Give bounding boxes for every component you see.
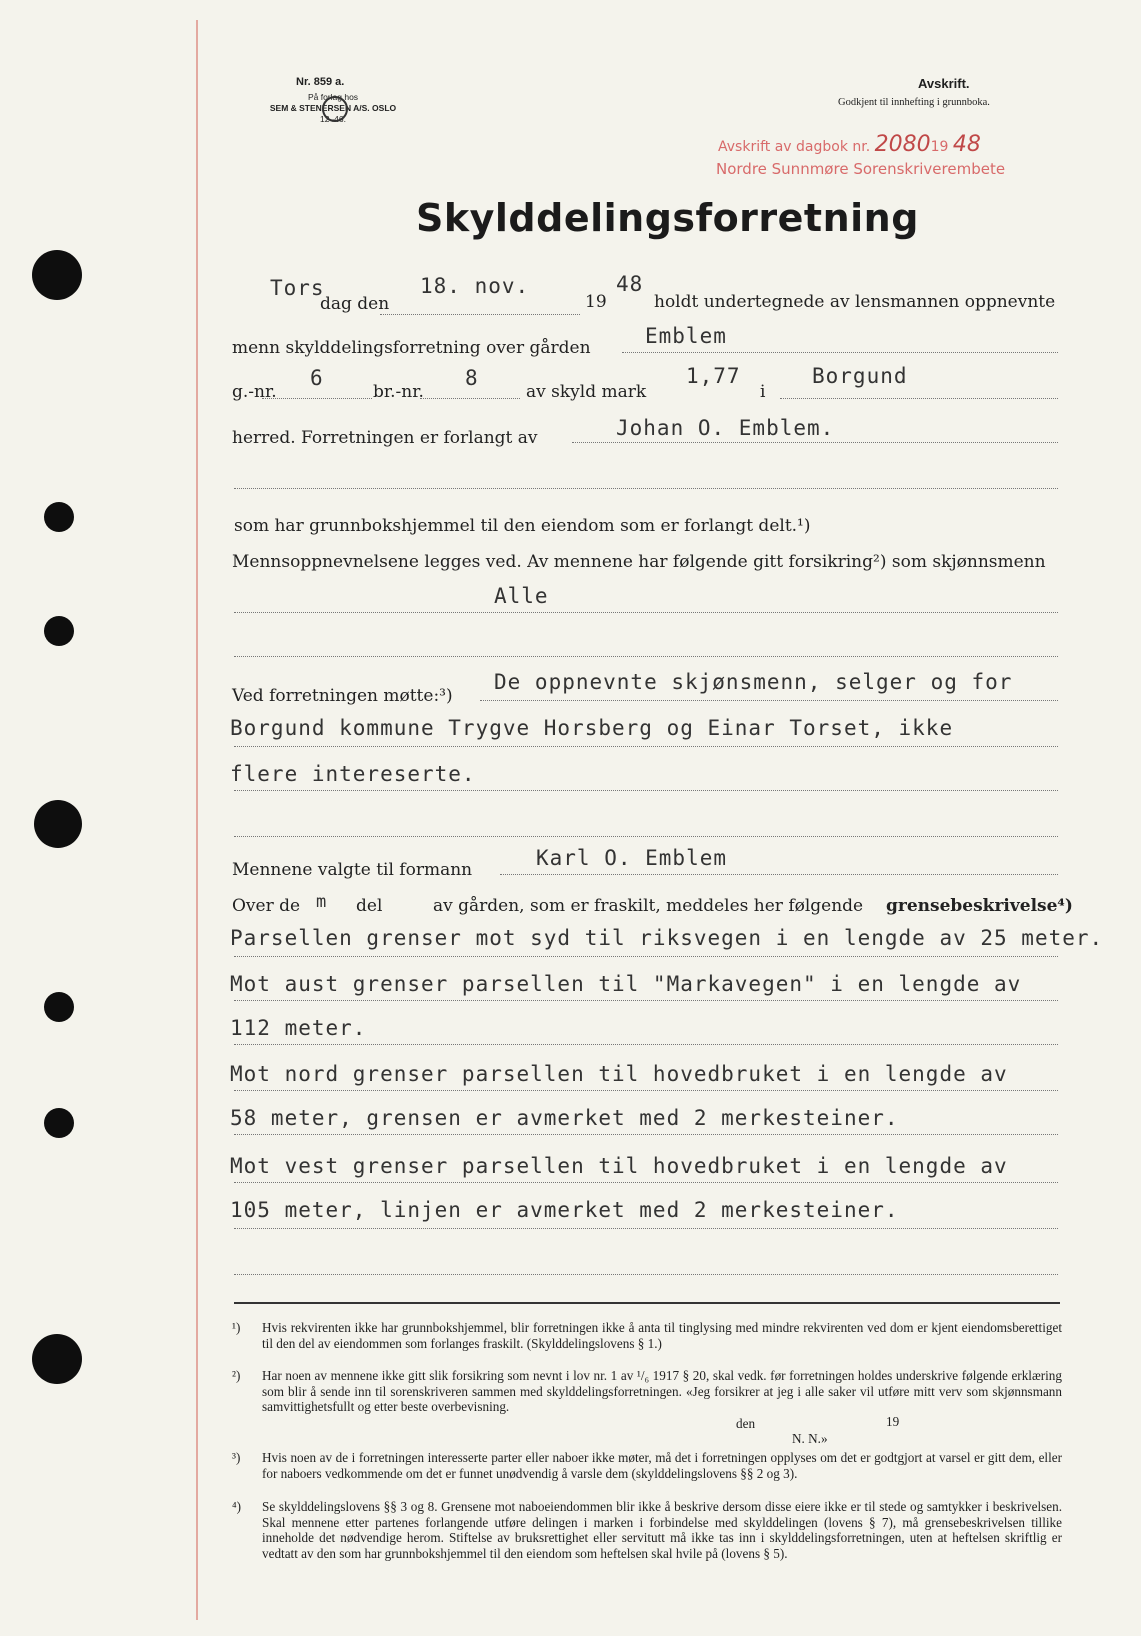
footnote-text: Har noen av mennene ikke gitt slik forsikring som nevnt i lov nr. 1 av ¹/₆ 1917 § 20, skal vedk. før forretningen holdes underskrive følgende erklæring som blir å sende inn til sorenskriveren sammen med skylddelingsforretningen. «Jeg forsikrer at jeg i alle saker vil utføre mitt verv som skjønnsmann samvittighetsfullt og etter beste overbevisning. bbox=[262, 1368, 1062, 1415]
footnote-separator bbox=[234, 1302, 1060, 1304]
boundary-line: Mot vest grenser parsellen til hovedbruket i en lengde av bbox=[230, 1154, 1008, 1178]
skyld-value: 1,77 bbox=[686, 364, 741, 388]
farm-value: Emblem bbox=[645, 324, 727, 348]
stamp-year: 48 bbox=[952, 132, 981, 157]
binder-hole bbox=[44, 502, 74, 532]
footnote-nn: N. N.» bbox=[792, 1431, 828, 1446]
publisher-logo-icon bbox=[322, 96, 348, 122]
boundary-line: 112 meter. bbox=[230, 1016, 367, 1040]
date-value: 18. nov. bbox=[420, 274, 530, 298]
footnote-number: ¹) bbox=[232, 1320, 241, 1335]
footnote-text: Se skylddelingslovens §§ 3 og 8. Grensene mot naboeiendommen blir ikke å beskrive dersom disse eiere ikke er til stede og samtykker i beskrivelsen. Skal mennene etter partenes forlangende utføre delingen i marken i forbindelse med skylddelingen (lovens § 7), må grensebeskrivelsen tillike inneholde det nødvendige herom. Stiftelse av bruksrettighet eller servitutt må ikke tas inn i skylddelingsforretningen, uten at heftelsen skriftlig er vedtatt av den som har grunnbokshjemmel til den eiendom som heftelsen skal hvile på (lovens § 5). bbox=[262, 1499, 1062, 1562]
footnote bbox=[232, 1499, 1062, 1562]
i-label: i bbox=[760, 382, 766, 402]
binder-hole bbox=[44, 1108, 74, 1138]
boundary-line: 58 meter, grensen er avmerket med 2 merkesteiner. bbox=[230, 1106, 899, 1130]
form-number: Nr. 859 a. bbox=[296, 76, 345, 88]
binder-hole bbox=[34, 800, 82, 848]
brnr-label: br.-nr. bbox=[373, 382, 424, 402]
footnote-number: ³) bbox=[232, 1450, 241, 1465]
page-title: Skylddelingsforretning bbox=[416, 196, 919, 240]
grense-label: grensebeskrivelse⁴) bbox=[886, 896, 1073, 916]
binder-hole bbox=[32, 1334, 82, 1384]
gnr-label: g.-nr. bbox=[232, 382, 277, 402]
publisher-line: På forlag hos bbox=[307, 92, 359, 102]
attendees-line: Borgund kommune Trygve Horsberg og Einar Torset, ikke bbox=[230, 716, 954, 740]
dag-den-label: dag den bbox=[320, 294, 390, 314]
mennsopp-text: Mennsoppnevnelsene legges ved. Av mennene har følgende gitt forsikring²) som skjønnsmenn bbox=[232, 552, 1046, 572]
footnote-number: ²) bbox=[232, 1368, 241, 1383]
skyld-label: av skyld mark bbox=[526, 382, 647, 402]
footnote-den: den bbox=[736, 1416, 756, 1431]
holdt-text: holdt undertegnede av lensmannen oppnevnte bbox=[654, 292, 1056, 312]
publisher-line: 12–46. bbox=[320, 114, 346, 124]
margin-rule bbox=[196, 20, 198, 1620]
herred-name: Borgund bbox=[812, 364, 908, 388]
footnote bbox=[232, 1450, 1062, 1481]
gaarden-text: av gården, som er fraskilt, meddeles her følgende bbox=[433, 896, 864, 916]
stamp-line-1 bbox=[718, 132, 981, 157]
footnote-text: Hvis noen av de i forretningen interesserte parter eller naboer ikke møter, må det i forretningen opplyses om det er godtgjort at varsel er gitt dem, eller for naboers vedkommende om det er funnet unødvendig å varsle dem (skylddelingslovens §§ 2 og 3). bbox=[262, 1450, 1062, 1481]
brnr-value: 8 bbox=[465, 366, 479, 390]
year-prefix-label: 19 bbox=[585, 292, 607, 312]
boundary-line: 105 meter, linjen er avmerket med 2 merkesteiner. bbox=[230, 1198, 899, 1222]
footnote bbox=[232, 1368, 1062, 1415]
herred-text: herred. Forretningen er forlangt av bbox=[232, 428, 538, 448]
binder-hole bbox=[44, 992, 74, 1022]
binder-hole bbox=[32, 250, 82, 300]
requested-by: Johan O. Emblem. bbox=[616, 416, 835, 440]
menn-text: menn skylddelingsforretning over gården bbox=[232, 338, 591, 358]
copy-label: Avskrift. bbox=[918, 76, 970, 91]
dagbok-number: 2080 bbox=[874, 132, 931, 157]
attendees-line: De oppnevnte skjønsmenn, selger og for bbox=[494, 670, 1013, 694]
motte-label: Ved forretningen møtte:³) bbox=[232, 686, 453, 706]
day-value: Tors bbox=[270, 276, 325, 300]
stamp-line-2: Nordre Sunnmøre Sorenskriverembete bbox=[716, 160, 1006, 178]
over-de-value: m bbox=[316, 892, 328, 912]
stamp-prefix: Avskrift av dagbok nr. bbox=[718, 139, 871, 155]
stamp-year-prefix: 19 bbox=[930, 139, 949, 155]
grunnbok-text: som har grunnbokshjemmel til den eiendom som er forlangt delt.¹) bbox=[234, 516, 811, 536]
publisher-line: SEM & STENERSEN A/S. OSLO bbox=[269, 103, 397, 113]
footnote-number: ⁴) bbox=[232, 1499, 241, 1514]
footnote-text: Hvis rekvirenten ikke har grunnbokshjemmel, blir forretningen ikke å anta til tinglysing med mindre rekvirenten ved dom er kjent eiendomsberettiget til den del av eiendommen som forlanges fraskilt. (Skylddelingslovens § 1.) bbox=[262, 1320, 1062, 1351]
footnote-19: 19 bbox=[886, 1414, 900, 1429]
binder-hole bbox=[44, 616, 74, 646]
boundary-line: Parsellen grenser mot syd til riksvegen i en lengde av 25 meter. bbox=[230, 926, 1104, 950]
gnr-value: 6 bbox=[310, 366, 324, 390]
year-value: 48 bbox=[616, 272, 644, 296]
formann-label: Mennene valgte til formann bbox=[232, 860, 473, 880]
boundary-line: Mot aust grenser parsellen til "Markavegen" i en lengde av bbox=[230, 972, 1022, 996]
approval-note: Godkjent til innhefting i grunnboka. bbox=[838, 97, 990, 108]
del-label: del bbox=[356, 896, 383, 916]
formann-value: Karl O. Emblem bbox=[536, 846, 728, 870]
footnote bbox=[232, 1320, 1062, 1351]
boundary-line: Mot nord grenser parsellen til hovedbruket i en lengde av bbox=[230, 1062, 1008, 1086]
attendees-line: flere intereserte. bbox=[230, 762, 476, 786]
over-de-label: Over de bbox=[232, 896, 301, 916]
insured-value: Alle bbox=[494, 584, 549, 608]
